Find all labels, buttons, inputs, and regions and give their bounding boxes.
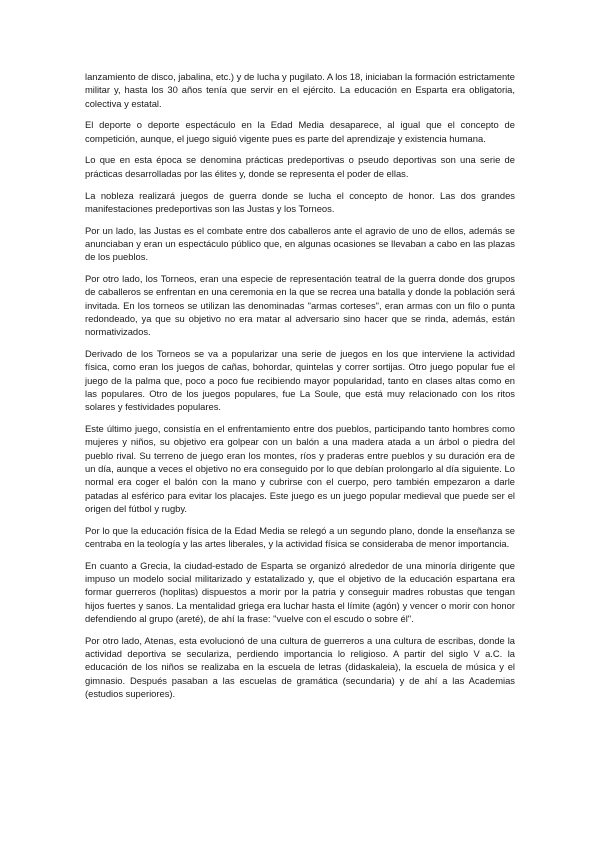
body-text — [85, 70, 515, 709]
paragraph-edad-media: El deporte o deporte espectáculo en la Edad Media desaparece, al igual que el concepto de competición, aunque, el juego siguió vigente pues es parte del aprendizaje y existencia humana. — [85, 119, 515, 144]
paragraph-educacion-fisica: Por lo que la educación física de la Edad Media se relegó a un segundo plano, donde la enseñanza se centraba en la teología y las artes liberales, y la actividad física se consideraba de menor importancia. — [85, 524, 515, 549]
paragraph-grecia-esparta: En cuanto a Grecia, la ciudad-estado de Esparta se organizó alrededor de una minoría dirigente que impuso un modelo social militarizado y estatalizado y, que el objetivo de la educación espartana era formar guerreros (hoplitas) dispuestos a morir por la patria y conseguir madres robustas que tengan hijos fuertes y sanos. La mentalidad griega era luchar hasta el límite (agón) y vencer o morir con honor defendiendo al grupo (areté), de ahí la frase: "vuelve con el escudo o sobre él". — [85, 559, 515, 624]
paragraph-justas: Por un lado, las Justas es el combate entre dos caballeros ante el agravio de uno de ellos, además se anunciaban y eran un espectáculo público que, en algunas ocasiones se llevaban a cabo en las plazas de los pueblos. — [85, 224, 515, 263]
paragraph-la-soule: Este último juego, consistía en el enfrentamiento entre dos pueblos, participando tanto hombres como mujeres y niños, su objetivo era golpear con un balón a una madera atada a un árbol o piedra del pueblo rival. Su terreno de juego eran los montes, ríos y praderas entre pueblos y su duración era de un día, aunque a veces el objetivo no era conseguido por lo que debían prolongarlo al día siguiente. Lo normal era coger el balón con la mano y cubrirse con el cuerpo, pero también empezaron a darle patadas al esférico para evitar los placajes. Este juego es un juego popular medieval que puede ser el origen del fútbol y rugby. — [85, 423, 515, 514]
paragraph-practicas-predeportivas: Lo que en esta época se denomina prácticas predeportivas o pseudo deportivas son una serie de prácticas desarrolladas por las élites y, donde se representa el poder de ellas. — [85, 154, 515, 179]
paragraph-juegos-populares: Derivado de los Torneos se va a popularizar una serie de juegos en los que interviene la actividad física, como eran los juegos de cañas, bohordar, quintelas y correr sortijas. Otro juego popular fue el juego de la palma que, poco a poco fue recibiendo mayor popularidad, tanto en clases altas como en las populares. Otro de los juegos populares, fue La Soule, que está muy relacionado con los ritos solares y festividades populares. — [85, 348, 515, 413]
paragraph-esparta-intro: lanzamiento de disco, jabalina, etc.) y de lucha y pugilato. A los 18, iniciaban la formación estrictamente militar y, hasta los 30 años tenía que servir en el ejército. La educación en Esparta era obligatoria, colectiva y estatal. — [85, 71, 515, 109]
paragraph-torneos: Por otro lado, los Torneos, eran una especie de representación teatral de la guerra donde dos grupos de caballeros se enfrentan en una ceremonia en la que se recrea una batalla y donde la población será invitada. En los torneos se utilizan las denominadas "armas corteses", eran armas con un filo o punta redondeado, ya que su objetivo no era matar al adversario sino hacer que se rinda, además, están normativizados. — [85, 273, 515, 338]
paragraph-nobleza: La nobleza realizará juegos de guerra donde se lucha el concepto de honor. Las dos grandes manifestaciones predeportivas son las Justas y los Torneos. — [85, 189, 515, 214]
paragraph-atenas: Por otro lado, Atenas, esta evolucionó de una cultura de guerreros a una cultura de escribas, donde la actividad deportiva se seculariza, perdiendo importancia lo religioso. A partir del siglo V a.C. la educación de los niños se realizaba en la escuela de letras (didaskaleia), la escuela de música y el gimnasio. Después pasaban a las escuelas de gramática (secundaria) y de ahí a las Academias (estudios superiores). — [85, 634, 515, 699]
